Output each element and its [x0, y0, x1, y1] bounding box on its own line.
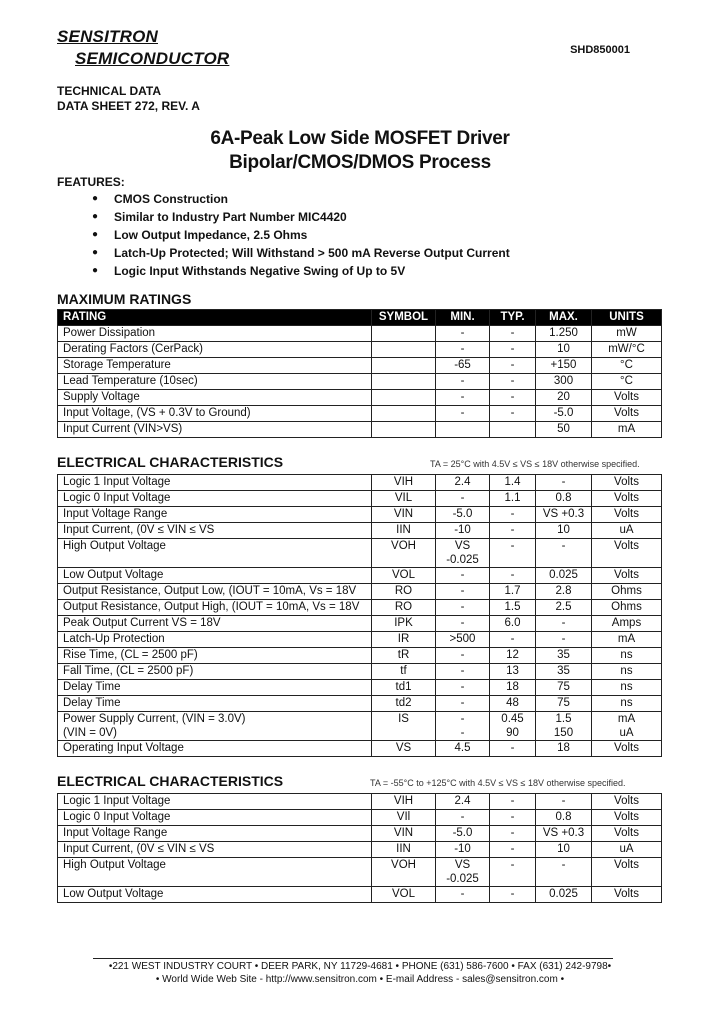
value-cell: -10: [436, 523, 490, 539]
value-cell: 4.5: [436, 741, 490, 757]
value-cell: mW/°C: [592, 342, 662, 358]
symbol-cell: VS: [372, 741, 436, 757]
table-row: [58, 390, 662, 406]
value-cell: 2.4: [436, 475, 490, 491]
value-cell: -: [490, 390, 536, 406]
param-cell: Logic 0 Input Voltage: [58, 810, 372, 826]
table-row: [58, 406, 662, 422]
value-cell: -: [490, 342, 536, 358]
footer-address: •221 WEST INDUSTRY COURT • DEER PARK, NY 11729-4681 • PHONE (631) 586-7600 • FAX (631) 242-9798•: [108, 961, 612, 972]
value-cell: 18: [490, 680, 536, 696]
param-cell: Fall Time, (CL = 2500 pF): [58, 664, 372, 680]
feature-item: ● Latch-Up Protected; Will Withstand > 500 mA Reverse Output Current: [92, 245, 510, 263]
table-row: [58, 584, 662, 600]
value-cell: -5.0: [436, 507, 490, 523]
param-cell: Input Voltage Range: [58, 826, 372, 842]
table-row: [58, 842, 662, 858]
value-cell: ns: [592, 680, 662, 696]
value-cell: 10: [536, 523, 592, 539]
feature-item: ● CMOS Construction: [92, 191, 510, 209]
param-cell: Input Current, (0V ≤ VIN ≤ VS: [58, 523, 372, 539]
value-cell: °C: [592, 358, 662, 374]
value-cell: 2.4: [436, 794, 490, 810]
param-cell: Lead Temperature (10sec): [58, 374, 372, 390]
value-cell: -: [436, 648, 490, 664]
table-row: [58, 858, 662, 887]
document-title-line2: Bipolar/CMOS/DMOS Process: [229, 152, 491, 173]
symbol-cell: VOH: [372, 858, 436, 887]
symbol-cell: IPK: [372, 616, 436, 632]
symbol-cell: VIH: [372, 794, 436, 810]
param-cell: Operating Input Voltage: [58, 741, 372, 757]
value-cell: 1.7: [490, 584, 536, 600]
param-cell: Input Voltage Range: [58, 507, 372, 523]
company-name-line1: SENSITRON: [57, 27, 158, 46]
value-cell: -: [490, 741, 536, 757]
table-row: [58, 422, 662, 438]
value-cell: VS -0.025: [436, 858, 490, 887]
value-cell: VS -0.025: [436, 539, 490, 568]
value-cell: -: [490, 810, 536, 826]
symbol-cell: [372, 342, 436, 358]
param-cell: Logic 0 Input Voltage: [58, 491, 372, 507]
table-row: [58, 696, 662, 712]
value-cell: VS +0.3: [536, 826, 592, 842]
value-cell: 0.8: [536, 810, 592, 826]
value-cell: 75: [536, 680, 592, 696]
value-cell: 48: [490, 696, 536, 712]
value-cell: 13: [490, 664, 536, 680]
feature-item: ● Low Output Impedance, 2.5 Ohms: [92, 227, 510, 245]
elec-char-heading-1: ELECTRICAL CHARACTERISTICS: [57, 454, 284, 470]
features-list: [92, 191, 510, 281]
value-cell: Ohms: [592, 584, 662, 600]
max-ratings-table: [57, 309, 662, 438]
symbol-cell: td2: [372, 696, 436, 712]
value-cell: -: [436, 810, 490, 826]
feature-item: ● Logic Input Withstands Negative Swing of Up to 5V: [92, 263, 510, 281]
value-cell: uA: [592, 523, 662, 539]
value-cell: 1.5 150: [536, 712, 592, 741]
param-cell: Peak Output Current VS = 18V: [58, 616, 372, 632]
table-row: [58, 568, 662, 584]
symbol-cell: [372, 422, 436, 438]
symbol-cell: VIN: [372, 826, 436, 842]
value-cell: mA: [592, 422, 662, 438]
param-cell: Logic 1 Input Voltage: [58, 475, 372, 491]
table-row: [58, 374, 662, 390]
document-title-line1: 6A-Peak Low Side MOSFET Driver: [210, 128, 510, 149]
symbol-cell: [372, 406, 436, 422]
value-cell: Volts: [592, 475, 662, 491]
value-cell: 75: [536, 696, 592, 712]
table-row: [58, 600, 662, 616]
value-cell: 0.8: [536, 491, 592, 507]
param-cell: Power Dissipation: [58, 326, 372, 342]
value-cell: -: [490, 887, 536, 903]
elec-conditions-1: TA = 25°C with 4.5V ≤ VS ≤ 18V otherwise specified.: [430, 459, 640, 469]
value-cell: 1.250: [536, 326, 592, 342]
symbol-cell: VIH: [372, 475, 436, 491]
value-cell: -: [436, 680, 490, 696]
symbol-cell: VIN: [372, 507, 436, 523]
param-cell: Power Supply Current, (VIN = 3.0V) (VIN = 0V): [58, 712, 372, 741]
table-row: [58, 342, 662, 358]
value-cell: - -: [436, 712, 490, 741]
param-cell: Input Voltage, (VS + 0.3V to Ground): [58, 406, 372, 422]
value-cell: -: [490, 858, 536, 887]
value-cell: Volts: [592, 741, 662, 757]
table-row: [58, 358, 662, 374]
value-cell: ns: [592, 664, 662, 680]
symbol-cell: VOL: [372, 568, 436, 584]
table-row: [58, 680, 662, 696]
elec-char-table-2: [57, 793, 662, 903]
value-cell: -: [536, 616, 592, 632]
value-cell: Volts: [592, 858, 662, 887]
value-cell: -: [490, 568, 536, 584]
value-cell: -: [490, 406, 536, 422]
value-cell: -: [436, 326, 490, 342]
value-cell: 10: [536, 842, 592, 858]
value-cell: Volts: [592, 491, 662, 507]
value-cell: ns: [592, 696, 662, 712]
datasheet-revision: DATA SHEET 272, REV. A: [57, 99, 200, 113]
param-cell: Latch-Up Protection: [58, 632, 372, 648]
symbol-cell: tf: [372, 664, 436, 680]
value-cell: -: [490, 374, 536, 390]
value-cell: 2.8: [536, 584, 592, 600]
value-cell: mW: [592, 326, 662, 342]
param-cell: Input Current, (0V ≤ VIN ≤ VS: [58, 842, 372, 858]
value-cell: -: [436, 887, 490, 903]
footer-divider: [93, 958, 613, 959]
table-row: [58, 664, 662, 680]
value-cell: Volts: [592, 390, 662, 406]
col-header: UNITS: [592, 310, 662, 326]
value-cell: -: [490, 826, 536, 842]
value-cell: -: [536, 794, 592, 810]
value-cell: -: [436, 374, 490, 390]
features-heading: FEATURES:: [57, 175, 125, 189]
value-cell: -: [490, 794, 536, 810]
symbol-cell: IIN: [372, 523, 436, 539]
value-cell: Volts: [592, 826, 662, 842]
value-cell: -: [436, 616, 490, 632]
value-cell: Ohms: [592, 600, 662, 616]
param-cell: High Output Voltage: [58, 858, 372, 887]
table-row: [58, 712, 662, 741]
table-row: [58, 887, 662, 903]
symbol-cell: VOH: [372, 539, 436, 568]
col-header: SYMBOL: [372, 310, 436, 326]
value-cell: [436, 422, 490, 438]
value-cell: 35: [536, 648, 592, 664]
value-cell: 18: [536, 741, 592, 757]
value-cell: 300: [536, 374, 592, 390]
value-cell: 50: [536, 422, 592, 438]
value-cell: °C: [592, 374, 662, 390]
table-row: [58, 741, 662, 757]
value-cell: +150: [536, 358, 592, 374]
value-cell: -: [436, 390, 490, 406]
param-cell: Low Output Voltage: [58, 887, 372, 903]
param-cell: Derating Factors (CerPack): [58, 342, 372, 358]
value-cell: Volts: [592, 794, 662, 810]
value-cell: 35: [536, 664, 592, 680]
value-cell: -: [436, 664, 490, 680]
max-ratings-heading: MAXIMUM RATINGS: [57, 291, 192, 307]
param-cell: Input Current (VIN>VS): [58, 422, 372, 438]
value-cell: -: [436, 342, 490, 358]
value-cell: Volts: [592, 406, 662, 422]
value-cell: -: [490, 507, 536, 523]
symbol-cell: VOL: [372, 887, 436, 903]
param-cell: Delay Time: [58, 680, 372, 696]
value-cell: Volts: [592, 810, 662, 826]
value-cell: -: [536, 539, 592, 568]
param-cell: Supply Voltage: [58, 390, 372, 406]
value-cell: -: [436, 696, 490, 712]
value-cell: VS +0.3: [536, 507, 592, 523]
param-cell: Output Resistance, Output High, (IOUT = 10mA, Vs = 18V: [58, 600, 372, 616]
value-cell: -: [490, 358, 536, 374]
col-header: RATING: [58, 310, 372, 326]
value-cell: -5.0: [536, 406, 592, 422]
feature-item: ● Similar to Industry Part Number MIC4420: [92, 209, 510, 227]
value-cell: 1.1: [490, 491, 536, 507]
part-number: SHD850001: [570, 44, 630, 56]
value-cell: 1.4: [490, 475, 536, 491]
value-cell: -: [490, 842, 536, 858]
symbol-cell: [372, 390, 436, 406]
symbol-cell: [372, 358, 436, 374]
table-row: [58, 475, 662, 491]
param-cell: Low Output Voltage: [58, 568, 372, 584]
value-cell: -: [490, 632, 536, 648]
table-row: [58, 648, 662, 664]
value-cell: 10: [536, 342, 592, 358]
symbol-cell: RO: [372, 600, 436, 616]
value-cell: Volts: [592, 568, 662, 584]
value-cell: -: [436, 600, 490, 616]
param-cell: Logic 1 Input Voltage: [58, 794, 372, 810]
table-row: [58, 523, 662, 539]
table-row: [58, 794, 662, 810]
symbol-cell: [372, 326, 436, 342]
symbol-cell: tR: [372, 648, 436, 664]
elec-char-table-1: [57, 474, 662, 757]
value-cell: >500: [436, 632, 490, 648]
value-cell: -: [436, 406, 490, 422]
value-cell: 6.0: [490, 616, 536, 632]
technical-data-label: TECHNICAL DATA: [57, 84, 161, 98]
elec-char-heading-2: ELECTRICAL CHARACTERISTICS: [57, 773, 284, 789]
value-cell: mA uA: [592, 712, 662, 741]
value-cell: -: [536, 632, 592, 648]
table-row: [58, 491, 662, 507]
value-cell: -: [490, 523, 536, 539]
value-cell: 0.025: [536, 887, 592, 903]
table-row: [58, 539, 662, 568]
value-cell: -: [490, 539, 536, 568]
value-cell: -65: [436, 358, 490, 374]
value-cell: uA: [592, 842, 662, 858]
company-name-line2: SEMICONDUCTOR: [75, 49, 230, 68]
symbol-cell: [372, 374, 436, 390]
value-cell: Volts: [592, 887, 662, 903]
symbol-cell: IS: [372, 712, 436, 741]
value-cell: ns: [592, 648, 662, 664]
table-row: [58, 507, 662, 523]
table-row: [58, 632, 662, 648]
param-cell: Storage Temperature: [58, 358, 372, 374]
value-cell: [490, 422, 536, 438]
table-row: [58, 326, 662, 342]
value-cell: mA: [592, 632, 662, 648]
col-header: MAX.: [536, 310, 592, 326]
symbol-cell: IIN: [372, 842, 436, 858]
value-cell: 20: [536, 390, 592, 406]
value-cell: 2.5: [536, 600, 592, 616]
value-cell: Volts: [592, 539, 662, 568]
value-cell: Amps: [592, 616, 662, 632]
param-cell: High Output Voltage: [58, 539, 372, 568]
table-row: [58, 616, 662, 632]
value-cell: -10: [436, 842, 490, 858]
value-cell: 0.45 90: [490, 712, 536, 741]
param-cell: Delay Time: [58, 696, 372, 712]
table-row: [58, 826, 662, 842]
footer-web: • World Wide Web Site - http://www.sensitron.com • E-mail Address - sales@sensitron.com •: [155, 974, 565, 985]
value-cell: -: [436, 568, 490, 584]
symbol-cell: IR: [372, 632, 436, 648]
col-header: MIN.: [436, 310, 490, 326]
value-cell: 0.025: [536, 568, 592, 584]
param-cell: Output Resistance, Output Low, (IOUT = 10mA, Vs = 18V: [58, 584, 372, 600]
value-cell: -: [436, 584, 490, 600]
symbol-cell: RO: [372, 584, 436, 600]
col-header: TYP.: [490, 310, 536, 326]
value-cell: -: [536, 475, 592, 491]
value-cell: 1.5: [490, 600, 536, 616]
symbol-cell: VIl: [372, 810, 436, 826]
value-cell: Volts: [592, 507, 662, 523]
symbol-cell: td1: [372, 680, 436, 696]
table-row: [58, 810, 662, 826]
value-cell: -: [490, 326, 536, 342]
symbol-cell: VIL: [372, 491, 436, 507]
value-cell: 12: [490, 648, 536, 664]
elec-conditions-2: TA = -55°C to +125°C with 4.5V ≤ VS ≤ 18V otherwise specified.: [370, 778, 626, 788]
value-cell: -: [536, 858, 592, 887]
param-cell: Rise Time, (CL = 2500 pF): [58, 648, 372, 664]
value-cell: -5.0: [436, 826, 490, 842]
value-cell: -: [436, 491, 490, 507]
